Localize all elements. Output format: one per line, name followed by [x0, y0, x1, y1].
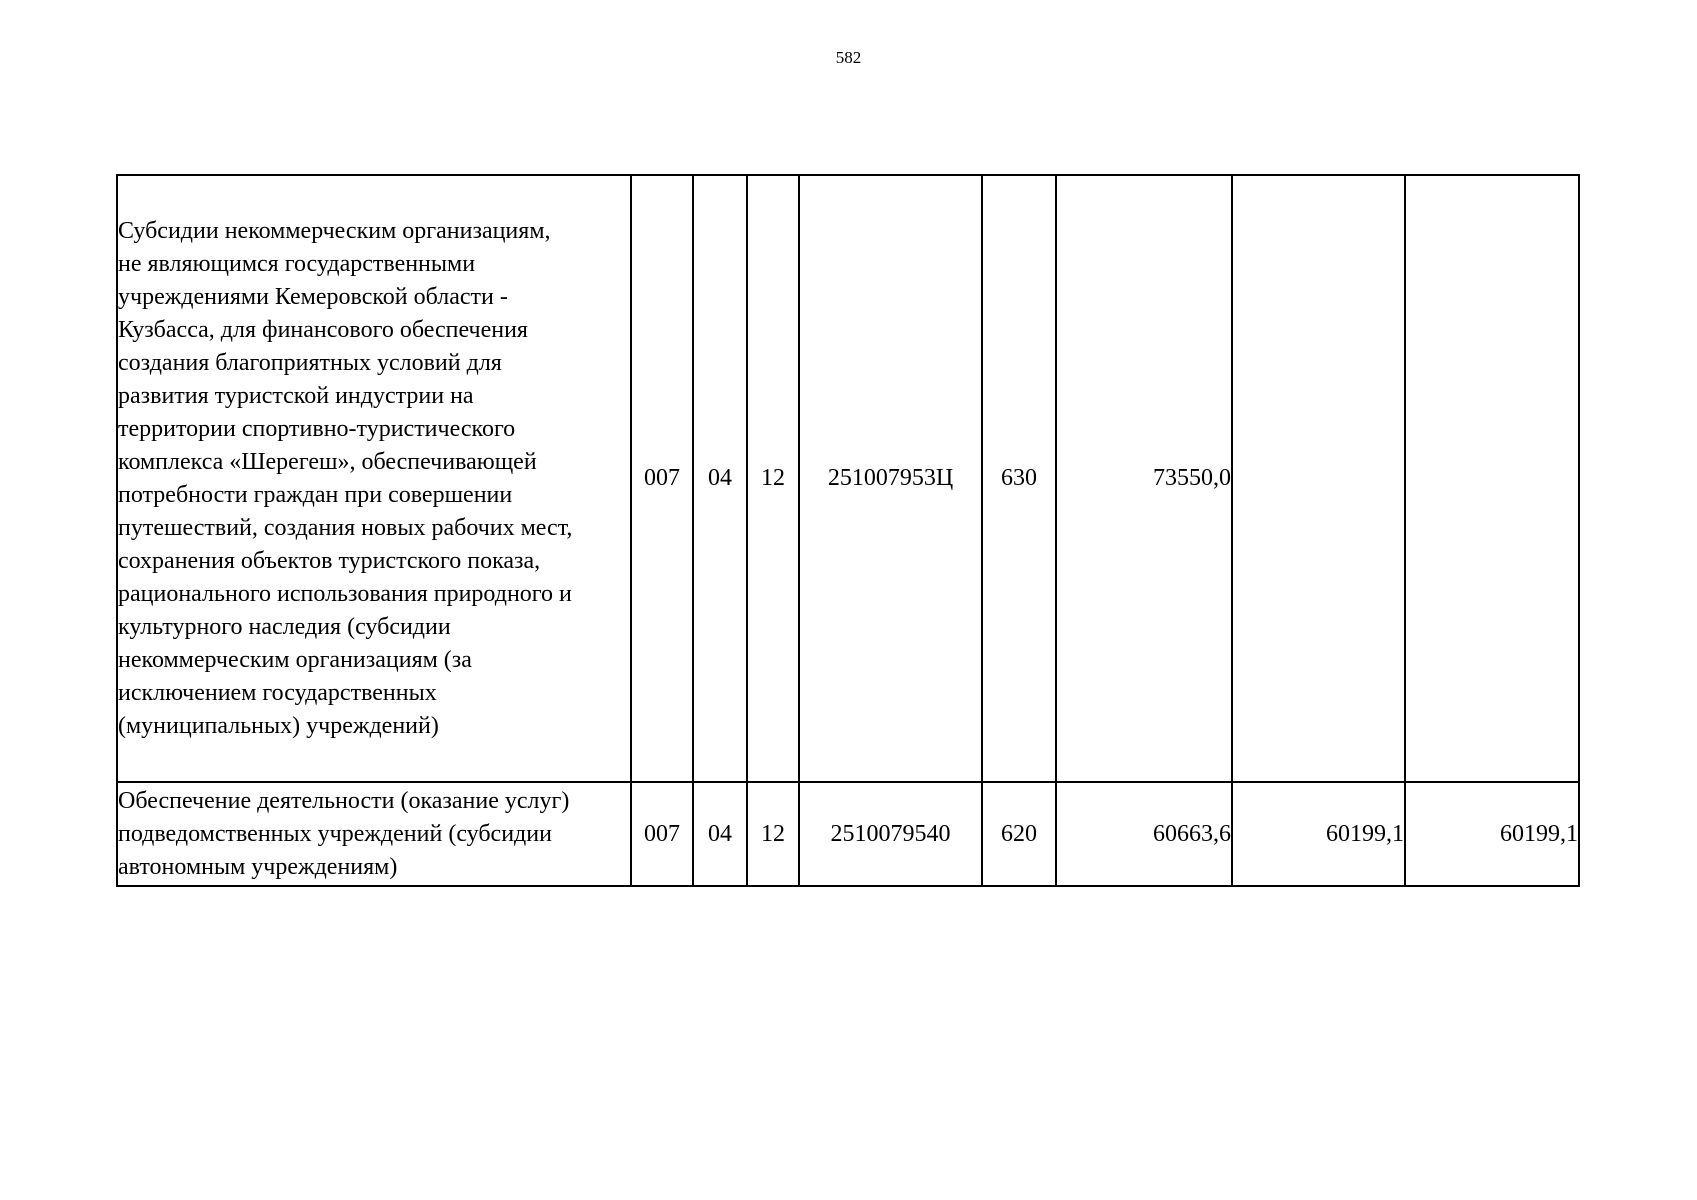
- table-row: [117, 175, 1579, 782]
- table-row: [117, 782, 1579, 886]
- section-code-cell: 04: [693, 175, 747, 782]
- expense-name-cell: Обеспечение деятельности (оказание услуг) подведомственных учреждений (субсидии автономным учреждениям): [117, 782, 631, 886]
- page-number: 582: [835, 48, 862, 67]
- expense-type-cell: 620: [982, 782, 1056, 886]
- amount-2-cell: [1232, 175, 1405, 782]
- target-article-cell: 251007953Ц: [799, 175, 982, 782]
- expense-type-cell: 630: [982, 175, 1056, 782]
- amount-3-cell: [1405, 175, 1579, 782]
- section-code-cell: 04: [693, 782, 747, 886]
- budget-table: [116, 174, 1580, 887]
- amount-2-cell: 60199,1: [1232, 782, 1405, 886]
- amount-3-cell: 60199,1: [1405, 782, 1579, 886]
- subsection-code-cell: 12: [747, 782, 799, 886]
- amount-1-cell: 73550,0: [1056, 175, 1232, 782]
- ministry-code-cell: 007: [631, 175, 693, 782]
- subsection-code-cell: 12: [747, 175, 799, 782]
- amount-1-cell: 60663,6: [1056, 782, 1232, 886]
- ministry-code-cell: 007: [631, 782, 693, 886]
- target-article-cell: 2510079540: [799, 782, 982, 886]
- expense-name-cell: Субсидии некоммерческим организациям, не являющимся государственными учреждениями Кемеровской области - Кузбасса, для финансового обеспечения создания благоприятных условий для развития туристской индустрии на территории спортивно-туристического комплекса «Шерегеш», обеспечивающей потребности граждан при совершении путешествий, создания новых рабочих мест, сохранения объектов туристского показа, рационального использования природного и культурного наследия (субсидии некоммерческим организациям (за исключением государственных (муниципальных) учреждений): [117, 175, 631, 782]
